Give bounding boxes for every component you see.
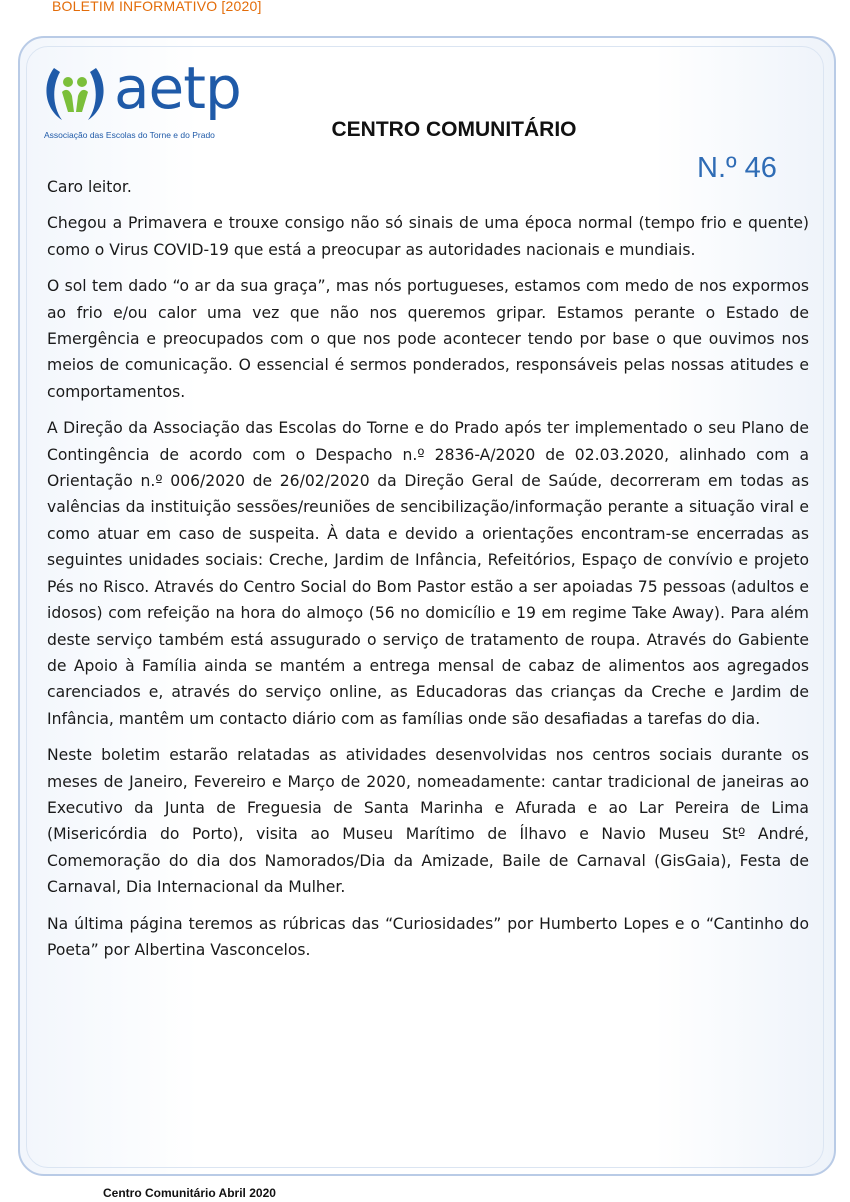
newsletter-header: BOLETIM INFORMATIVO [2020] <box>52 0 262 14</box>
logo-wordmark: aetp <box>114 54 241 122</box>
page-footer: Centro Comunitário Abril 2020 <box>103 1186 276 1200</box>
paragraph-5: Na última página teremos as rúbricas das “Curiosidades” por Humberto Lopes e o “Cantinho do Poeta” por Albertina Vasconcelos. <box>47 914 809 959</box>
logo-subtitle: Associação das Escolas do Torne e do Prado <box>44 130 215 140</box>
greeting: Caro leitor. <box>47 178 132 196</box>
paragraph-1: Chegou a Primavera e trouxe consigo não só sinais de uma época normal (tempo frio e quente) como o Virus COVID-19 que está a preocupar as autoridades nacionais e mundiais. <box>47 214 809 259</box>
paragraph-4: Neste boletim estarão relatadas as atividades desenvolvidas nos centros sociais durante os meses de Janeiro, Fevereiro e Março de 2020, nomeadamente: cantar tradicional de janeiras ao Executivo da Junta de Freguesia de Santa Marinha e Afurada e ao Lar Pereira de Lima (Misericórdia do Porto), visita ao Museu Marítimo de Ílhavo e Navio Museu Stº André, Comemoração do dia dos Namorados/Dia da Amizade, Baile de Carnaval (GisGaia), Festa de Carnaval, Dia Internacional da Mulher. <box>47 746 809 897</box>
article-body <box>47 174 809 973</box>
paragraph-3: A Direção da Associação das Escolas do Torne e do Prado após ter implementado o seu Plano de Contingência de acordo com o Despacho n.º 2836-A/2020 de 02.03.2020, alinhado com a Orientação n.º 006/2020 de 26/02/2020 da Direção Geral de Saúde, decorreram em todas as valências da instituição sessões/reuniões de sencibilização/informação perante a situação viral e como atuar em caso de suspeita. À data e devido a orientações encontram-se encerradas as seguintes unidades sociais: Creche, Jardim de Infância, Refeitórios, Espaço de convívio e projeto Pés no Risco. Através do Centro Social do Bom Pastor estão a ser apoiadas 75 pessoas (adultos e idosos) com refeição na hora do almoço (56 no domicílio e 19 em regime Take Away). Para além deste serviço também está assugurado o serviço de tratamento de roupa. Através do Gabiente de Apoio à Família ainda se mantém a entrega mensal de cabaz de alimentos aos agregados carenciados e, através do serviço online, as Educadoras das crianças da Creche e Jardim de Infância, mantêm um contacto diário com as famílias onde são desafiadas a tarefas do dia. <box>47 419 809 728</box>
paragraph-2: O sol tem dado “o ar da sua graça”, mas nós portugueses, estamos com medo de nos expormos ao frio e/ou calor uma vez que não nos queremos gripar. Estamos perante o Estado de Emergência e preocupados com o que nos pode acontecer tendo por base o que ouvimos nos meios de comunicação. O essencial é sermos ponderados, responsáveis pelas nossas atitudes e comportamentos. <box>47 277 809 401</box>
issue-number: N.º 46 <box>697 152 777 184</box>
page-title: CENTRO COMUNITÁRIO <box>331 118 577 141</box>
aetp-emblem-icon <box>44 62 106 126</box>
